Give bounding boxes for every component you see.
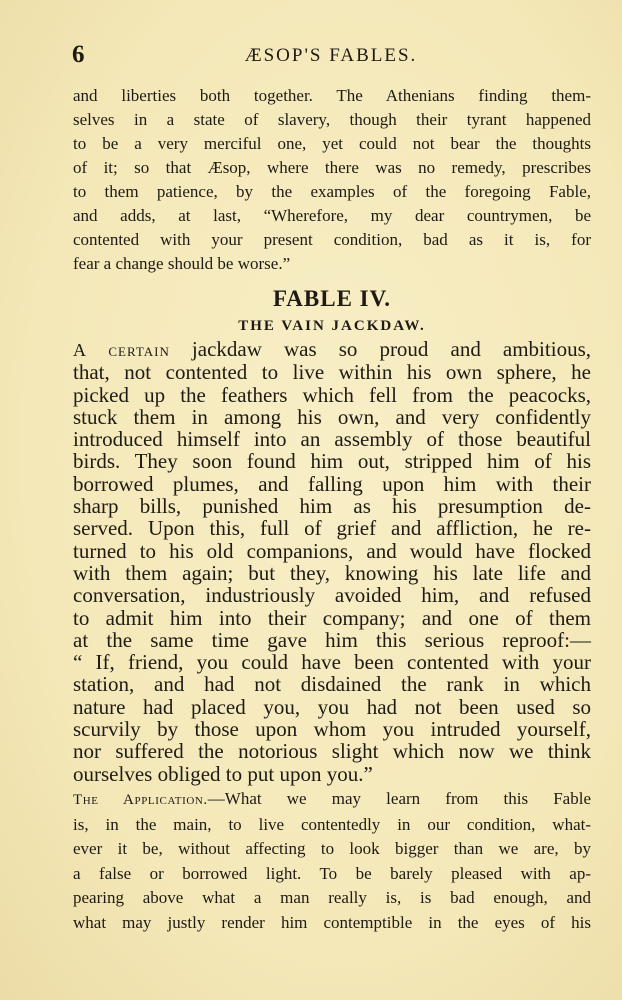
- page-header: [72, 40, 590, 70]
- first-line-rest: —What we may learn from this Fable: [207, 789, 591, 808]
- text-line: a false or borrowed light. To be barely pleased with ap-: [73, 863, 591, 883]
- intro-paragraph: [73, 84, 591, 276]
- page-number: 6: [72, 41, 85, 68]
- text-line: and adds, at last, “Wherefore, my dear countrymen, be: [73, 206, 591, 225]
- text-line: and liberties both together. The Athenians finding them-: [73, 86, 591, 105]
- text-line: with them again; but they, knowing his late life and: [73, 560, 591, 585]
- text-line: at the same time gave him this serious reproof:—: [73, 627, 591, 652]
- text-line: introduced himself into an assembly of those beautiful: [73, 427, 591, 452]
- text-line: scurvily by those upon whom you intruded yourself,: [73, 717, 591, 742]
- text-line: nor suffered the notorious slight which now we think: [73, 739, 591, 764]
- text-line: fear a change should be worse.”: [73, 254, 291, 273]
- text-line: to be a very merciful one, yet could not bear the thoughts: [73, 134, 591, 153]
- fable-body: [73, 338, 591, 785]
- text-line: picked up the feathers which fell from the peacocks,: [73, 382, 591, 407]
- fable-title: THE VAIN JACKDAW.: [238, 318, 426, 334]
- text-line: sharp bills, punished him as his presumption de-: [73, 494, 591, 519]
- text-line: what may justly render him contemptible in the eyes of his: [73, 912, 591, 932]
- text-line: stuck them in among his own, and very confidently: [73, 404, 591, 429]
- text-line: conversation, industriously avoided him, and refused: [73, 583, 591, 608]
- text-line: contented with your present condition, bad as it is, for: [73, 230, 591, 249]
- text-line: is, in the main, to live contentedly in our condition, what-: [73, 814, 591, 834]
- text-line: [73, 338, 591, 361]
- text-line: served. Upon this, full of grief and affliction, he re-: [73, 516, 591, 541]
- running-title: ÆSOP'S FABLES.: [244, 45, 418, 66]
- text-line: “ If, friend, you could have been contented with your: [73, 650, 591, 675]
- text-line: ever it be, without affecting to look bigger than we are, by: [73, 839, 591, 858]
- text-line: selves in a state of slavery, though their tyrant happened: [73, 110, 591, 129]
- text-line: pearing above what a man really is, is bad enough, and: [73, 888, 591, 907]
- text-line: turned to his old companions, and would have flocked: [73, 538, 591, 563]
- text-line: [73, 787, 591, 813]
- first-line-rest: jackdaw was so proud and ambitious,: [169, 337, 591, 361]
- text-line: to them patience, by the examples of the foregoing Fable,: [73, 182, 591, 201]
- small-caps-lead-in: A certain: [73, 340, 170, 360]
- text-line: station, and had not disdained the rank in which: [73, 672, 591, 697]
- text-line: birds. They soon found him out, stripped him of his: [73, 449, 591, 474]
- text-line: nature had placed you, you had not been used so: [73, 694, 591, 719]
- fable-number-heading: FABLE IV.: [272, 286, 392, 311]
- text-line: that, not contented to live within his own sphere, he: [73, 360, 591, 385]
- text-line: ourselves obliged to put upon you.”: [73, 761, 373, 786]
- text-line: of it; so that Æsop, where there was no remedy, prescribes: [73, 158, 591, 177]
- application-label: The Application.: [73, 792, 208, 808]
- text-line: to admit him into their company; and one of them: [73, 605, 591, 630]
- text-line: borrowed plumes, and falling upon him with their: [73, 471, 591, 496]
- application-paragraph: [73, 787, 591, 935]
